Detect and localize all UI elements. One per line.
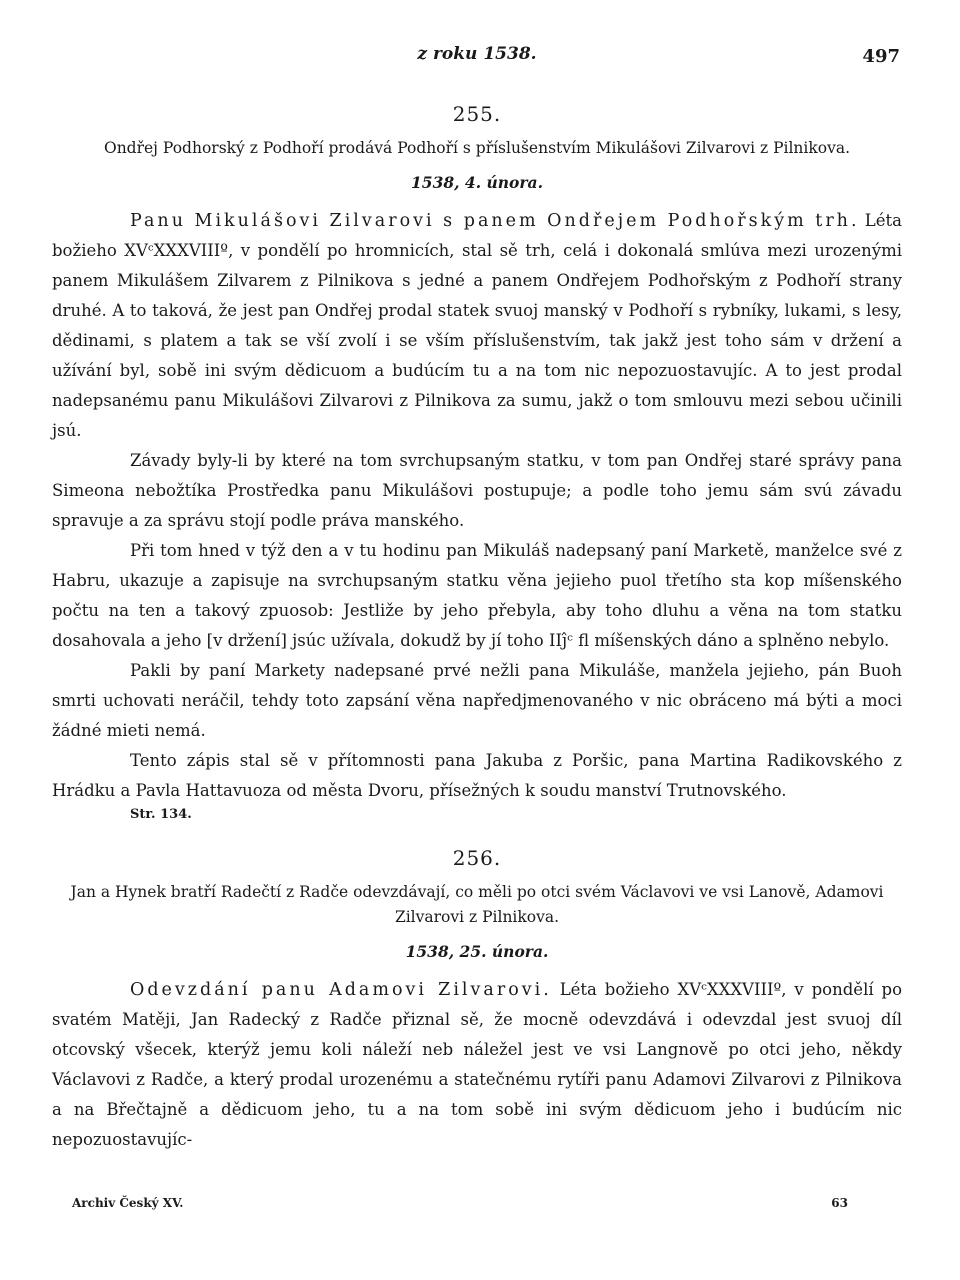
document-255 xyxy=(52,102,902,824)
document-number: 256. xyxy=(452,846,502,870)
entry-heading: Panu Mikulášovi Zilvarovi s panem Ondřejem Podhořským trh. xyxy=(130,211,860,231)
document-summary: Ondřej Podhorský z Podhoří prodává Podhoří s příslušenstvím Mikulášovi Zilvarovi z Pilnikova. xyxy=(103,139,851,157)
sheet-number: 63 xyxy=(831,1196,848,1210)
paragraph: Závady byly-li by které na tom svrchupsaným statku, v tom pan Ondřej staré správy pana Simeona nebožtíka Prostředka panu Mikulášovi postupuje; a podle toho jemu sám svú závadu spravuje a za správu stojí podle práva manského. xyxy=(52,451,902,530)
page-number: 497 xyxy=(862,46,900,67)
document-date: 1538, 25. února. xyxy=(405,942,549,961)
paragraph: Tento zápis stal sě v přítomnosti pana Jakuba z Poršic, pana Martina Radikovského z Hrádku a Pavla Hattavuoza od města Dvoru, přísežných k soudu manství Trutnovského. xyxy=(52,751,902,800)
paragraph-text: Léta božieho XVᶜXXXVIIIº, v pondělí po hromnicích, stal sě trh, celá i dokonalá smlúva mezi urozenými panem Mikulášem Zilvarem z Pilnikova s jedné a panem Ondřejem Podhořským z Podhoří strany druhé. A to taková, že jest pan Ondřej prodal statek svuoj manský v Podhoří s rybníky, lukami, s lesy, dědinami, s platem a tak se vší zvolí i se vším příslušenstvím, tak jakž jest toho sám v držení a užívání byl, sobě ini svým dědicuom a budúcím tu a na tom nic nepozuostavujíc. A to jest prodal nadepsanému panu Mikulášovi Zilvarovi z Pilnikova za sumu, jakž o tom smlouvu mezi sebou učinili jsú. xyxy=(52,211,902,440)
document-256 xyxy=(52,846,902,1155)
document-summary: Jan a Hynek bratří Radečtí z Radče odevzdávají, co měli po otci svém Václavovi ve vsi Lanově, Adamovi Zilvarovi z Pilnikova. xyxy=(70,883,884,926)
signature-mark: Archiv Český XV. xyxy=(72,1196,184,1210)
running-title: z roku 1538. xyxy=(417,44,537,64)
paragraph: Při tom hned v týž den a v tu hodinu pan Mikuláš nadepsaný paní Marketě, manželce své z Habru, ukazuje a zapisuje na svrchupsaným statku věna jejieho puol třetího sta kop míšenského počtu na ten a takový zpuosob: Jestliže by jeho přebyla, aby toho dluhu a věna na tom statku dosahovala a jeho [v držení] jsúc užívala, dokudž by jí toho IIĵᶜ fl míšenských dáno a splněno nebylo. xyxy=(52,541,902,650)
paragraph: Pakli by paní Markety nadepsané prvé nežli pana Mikuláše, manžela jejieho, pán Buoh smrti uchovati neráčil, tehdy toto zapsání věna napředjmenovaného v nic obráceno má býti a moci žádné mieti nemá. xyxy=(52,661,902,740)
paragraph xyxy=(52,975,902,1155)
paragraph xyxy=(52,206,902,446)
running-head xyxy=(52,40,902,76)
paragraph-text: Léta božieho XVᶜXXXVIIIº, v pondělí po svatém Matěji, Jan Radecký z Radče přiznal sě, že mocně odevzdává i odevzdal jest svuoj díl otcovský všecek, kterýž jemu koli náleží neb náležel jest ve vsi Langnově po otci jeho, někdy Václavovi z Radče, a který prodal urozenému a statečnému rytíři panu Adamovi Zilvarovi z Pilnikova a na Břečtajně a dědicuom jeho, tu a na tom sobě ini svým dědicuom jeho i budúcím nic nepozuostavujíc- xyxy=(52,980,903,1149)
document-date: 1538, 4. února. xyxy=(411,173,543,192)
document-number: 255. xyxy=(452,102,502,126)
entry-heading: Odevzdání panu Adamovi Zilvarovi. xyxy=(130,980,552,1000)
source-note: Str. 134. xyxy=(130,807,192,822)
